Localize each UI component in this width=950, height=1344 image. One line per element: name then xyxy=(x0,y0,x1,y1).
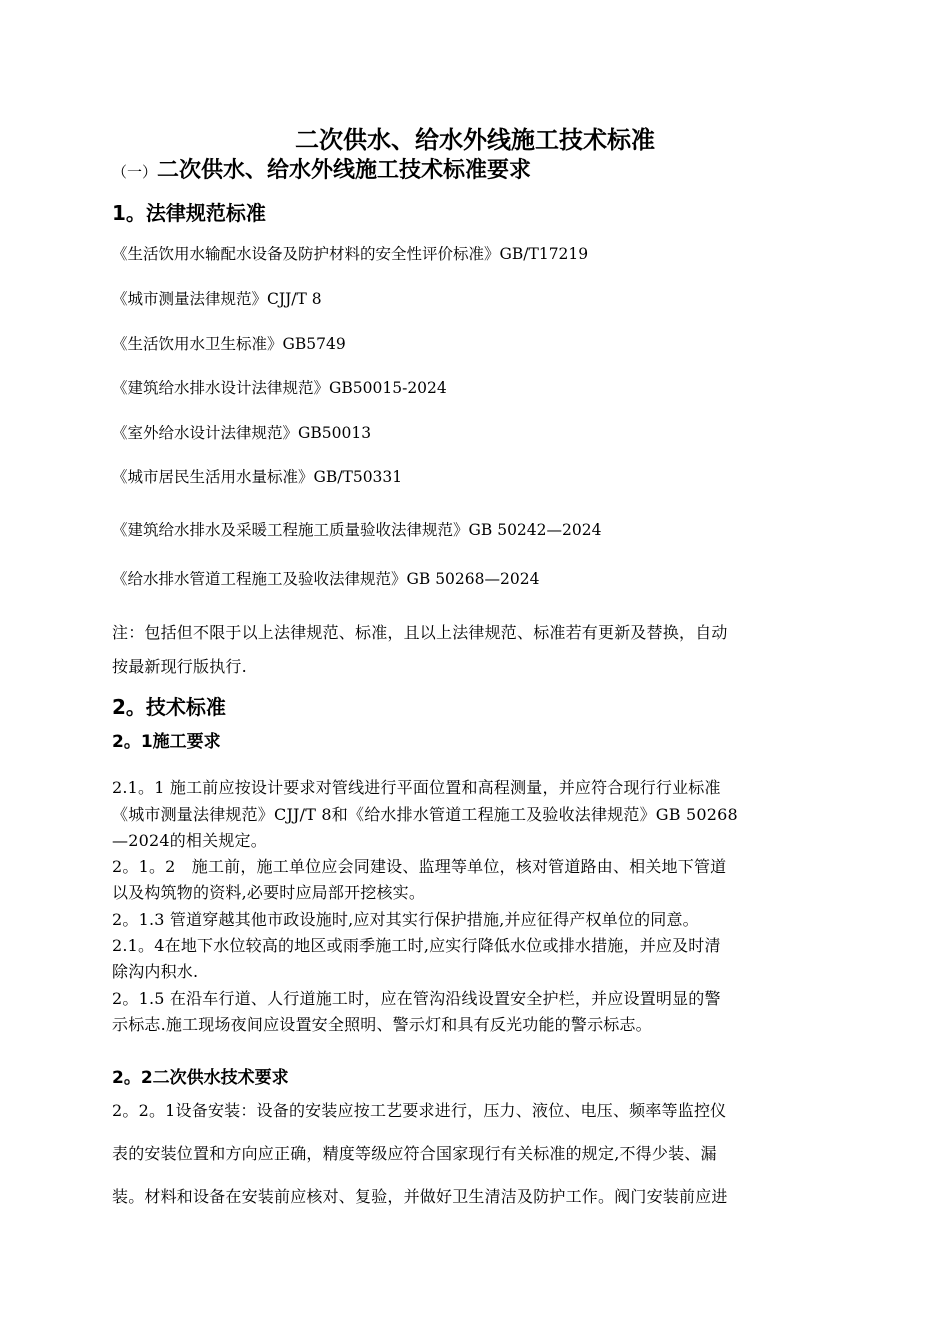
section1-heading: 1。法律规范标准 xyxy=(112,201,266,225)
document-subtitle xyxy=(112,153,531,184)
paragraph-line: 除沟内积水. xyxy=(112,962,199,981)
paragraph-line: 2。1.5 在沿车行道、人行道施工时，应在管沟沿线设置安全护栏，并应设置明显的警 xyxy=(112,989,721,1008)
paragraph-line: 装。材料和设备在安装前应核对、复验，并做好卫生清洁及防护工作。阀门安装前应进 xyxy=(112,1187,728,1206)
standard-item: 《城市测量法律规范》CJJ/T 8 xyxy=(112,290,322,308)
section2-2-heading: 2。2二次供水技术要求 xyxy=(112,1068,289,1088)
subtitle-text: 二次供水、给水外线施工技术标准要求 xyxy=(157,158,532,183)
paragraph-line: 2。2。1设备安装：设备的安装应按工艺要求进行，压力、液位、电压、频率等监控仪 xyxy=(112,1101,727,1120)
paragraph-line: 表的安装位置和方向应正确，精度等级应符合国家现行有关标准的规定,不得少装、漏 xyxy=(112,1144,717,1163)
note-line: 按最新现行版执行. xyxy=(112,657,247,676)
standard-item: 《生活饮用水输配水设备及防护材料的安全性评价标准》GB/T17219 xyxy=(112,245,589,263)
paragraph-line: 2。1。2 施工前，施工单位应会同建设、监理等单位，核对管道路由、相关地下管道 xyxy=(112,857,727,876)
section2-heading: 2。技术标准 xyxy=(112,695,226,719)
section2-1-heading: 2。1施工要求 xyxy=(112,732,221,752)
standard-item: 《城市居民生活用水量标准》GB/T50331 xyxy=(112,468,403,486)
document-title: 二次供水、给水外线施工技术标准 xyxy=(295,126,655,154)
standard-item: 《建筑给水排水及采暖工程施工质量验收法律规范》GB 50242—2024 xyxy=(112,521,602,539)
standard-item: 《生活饮用水卫生标准》GB5749 xyxy=(112,335,346,353)
paragraph-line: 《城市测量法律规范》CJJ/T 8和《给水排水管道工程施工及验收法律规范》GB 50268 xyxy=(112,805,738,824)
paragraph-line: 2。1.3 管道穿越其他市政设施时,应对其实行保护措施,并应征得产权单位的同意。 xyxy=(112,910,699,929)
paragraph-line: —2024的相关规定。 xyxy=(112,831,267,850)
note-line: 注：包括但不限于以上法律规范、标准，且以上法律规范、标准若有更新及替换，自动 xyxy=(112,623,728,642)
standard-item: 《建筑给水排水设计法律规范》GB50015-2024 xyxy=(112,379,447,397)
paragraph-line: 2.1。4在地下水位较高的地区或雨季施工时,应实行降低水位或排水措施，并应及时清 xyxy=(112,936,721,955)
standard-item: 《室外给水设计法律规范》GB50013 xyxy=(112,424,372,442)
paragraph-line: 2.1。1 施工前应按设计要求对管线进行平面位置和高程测量，并应符合现行行业标准 xyxy=(112,778,721,797)
paragraph-line: 以及构筑物的资料,必要时应局部开挖核实。 xyxy=(112,883,426,902)
subtitle-prefix: （一） xyxy=(112,163,158,181)
standard-item: 《给水排水管道工程施工及验收法律规范》GB 50268—2024 xyxy=(112,570,540,588)
paragraph-line: 示标志.施工现场夜间应设置安全照明、警示灯和具有反光功能的警示标志。 xyxy=(112,1015,652,1034)
